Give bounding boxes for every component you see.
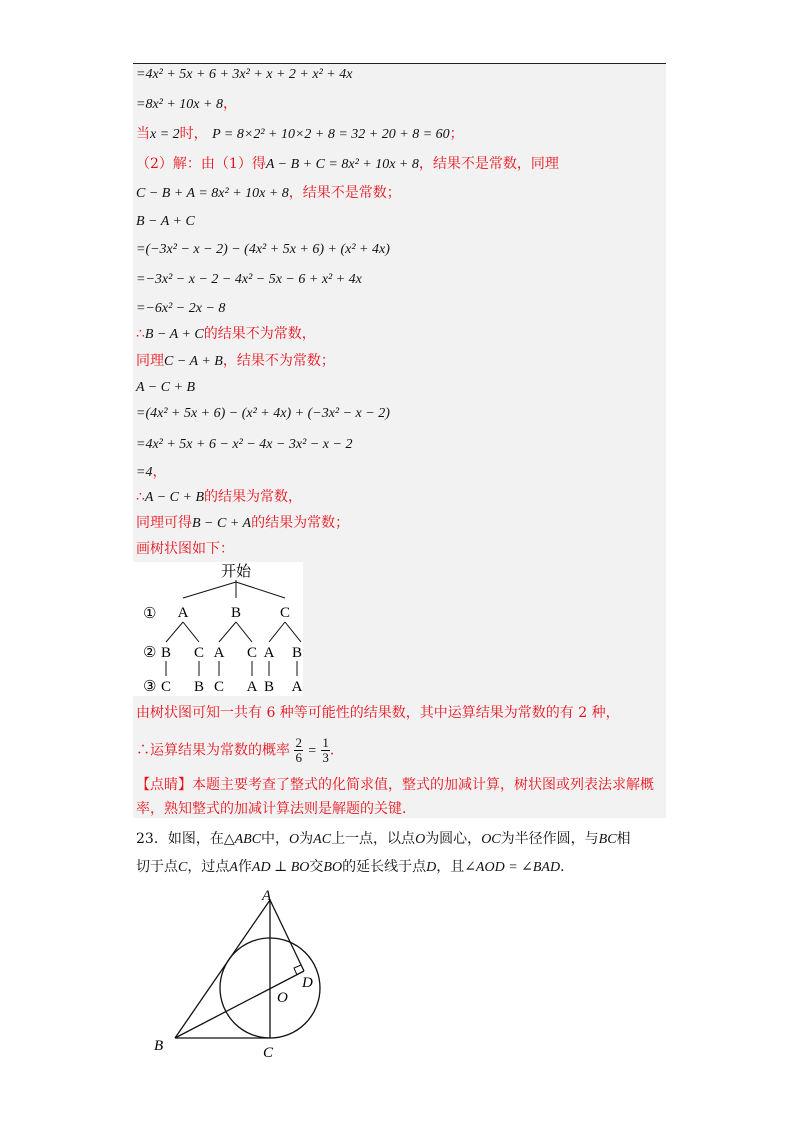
- solution-note-line-2: 率，熟知整式的加减计算法则是解题的关键．: [136, 801, 416, 817]
- tree-l3-5: B: [263, 679, 275, 695]
- tree-line-root-c: [236, 582, 285, 598]
- tree-l2-6: B: [291, 645, 303, 661]
- tree-l1-b: B: [230, 605, 242, 621]
- solution-line-2: =8x² + 10x + 8，: [136, 96, 237, 112]
- solution-line-20: ∴运算结果为常数的概率 $\frac{2}{6}$ = $\frac{1}{3}$ ．: [136, 735, 344, 765]
- solution-line-7: =(−3x² − x − 2) − (4x² + 5x + 6) + (x² + 4x): [136, 242, 390, 257]
- label-b: B: [154, 1038, 164, 1054]
- tree-diagram-svg: [133, 562, 303, 696]
- label-c: C: [263, 1045, 274, 1061]
- tree-root-label: 开始: [220, 564, 252, 580]
- label-d: D: [302, 975, 313, 991]
- label-o: O: [277, 990, 288, 1006]
- solution-line-14: =4x² + 5x + 6 − x² − 4x − 3x² − x − 2: [136, 437, 353, 452]
- tree-line-b-2: [236, 622, 252, 642]
- tree-l3-6: A: [291, 679, 303, 695]
- row-marker-1: ①: [143, 606, 157, 622]
- row-marker-2: ②: [143, 645, 157, 661]
- tree-l2-1: B: [160, 645, 172, 661]
- fraction-2-6: $\frac{2}{6}$: [295, 735, 302, 765]
- tree-l3-3: C: [213, 679, 225, 695]
- tree-l2-3: A: [213, 645, 225, 661]
- solution-line-9: =−6x² − 2x − 8: [136, 301, 226, 316]
- solution-line-8: =−3x² − x − 2 − 4x² − 5x − 6 + x² + 4x: [136, 272, 362, 287]
- fraction-1-3: $\frac{1}{3}$: [322, 735, 329, 765]
- segment-ad: [270, 900, 304, 971]
- tree-l1-c: C: [279, 605, 291, 621]
- geometry-figure: [140, 885, 360, 1065]
- solution-line-17: 同理可得B − C + A的结果为常数；: [136, 515, 350, 531]
- solution-line-6: B − A + C: [136, 214, 195, 229]
- solution-line-4: （2）解：由（1）得A − B + C = 8x² + 10x + 8，结果不是常数，同理: [136, 156, 559, 172]
- solution-line-13: =(4x² + 5x + 6) − (x² + 4x) + (−3x² − x − 2): [136, 406, 390, 421]
- row-marker-3: ③: [143, 679, 157, 695]
- problem-line-1: 23．如图，在△ABC中，O为AC上一点，以点O为圆心，OC为半径作圆，与BC相: [136, 831, 631, 847]
- solution-line-15: =4，: [136, 464, 167, 480]
- solution-line-11: 同理C − A + B，结果不为常数；: [136, 353, 335, 369]
- solution-line-18: 画树状图如下：: [136, 541, 234, 557]
- tree-l3-4: A: [246, 679, 258, 695]
- tree-l1-a: A: [177, 605, 189, 621]
- problem-line-2: 切于点C，过点A作AD ⊥ BO交BO的延长线于点D，且∠AOD = ∠BAD．: [136, 859, 575, 875]
- solution-line-16: ∴A − C + B的结果为常数，: [136, 489, 303, 505]
- tree-line-c-1: [269, 622, 285, 642]
- tree-l3-2: B: [193, 679, 205, 695]
- solution-line-10: ∴B − A + C的结果不为常数，: [136, 326, 316, 342]
- tree-l3-1: C: [160, 679, 172, 695]
- tree-line-a-1: [166, 622, 183, 642]
- tree-diagram: [133, 562, 303, 696]
- tree-line-root-a: [183, 582, 236, 598]
- solution-note-line-1: 【点睛】本题主要考查了整式的化简求值，整式的加减计算，树状图或列表法求解概: [136, 777, 654, 793]
- tree-l2-2: C: [193, 645, 205, 661]
- solution-line-12: A − C + B: [136, 380, 196, 395]
- tree-line-c-2: [285, 622, 301, 642]
- solution-line-1: =4x² + 5x + 6 + 3x² + x + 2 + x² + 4x: [136, 67, 353, 82]
- solution-line-19: 由树状图可知一共有 6 种等可能性的结果数，其中运算结果为常数的有 2 种，: [136, 705, 620, 721]
- label-a: A: [262, 888, 272, 904]
- top-rule: [133, 63, 666, 64]
- solution-line-5: C − B + A = 8x² + 10x + 8，结果不是常数；: [136, 185, 401, 201]
- solution-line-3: 当x = 2时， P = 8×2² + 10×2 + 8 = 32 + 20 + 8 = 60；: [136, 126, 464, 142]
- tree-l2-5: A: [263, 645, 275, 661]
- segment-ab: [175, 900, 270, 1038]
- tree-line-b-1: [219, 622, 236, 642]
- tree-line-a-2: [183, 622, 199, 642]
- tree-l2-4: C: [246, 645, 258, 661]
